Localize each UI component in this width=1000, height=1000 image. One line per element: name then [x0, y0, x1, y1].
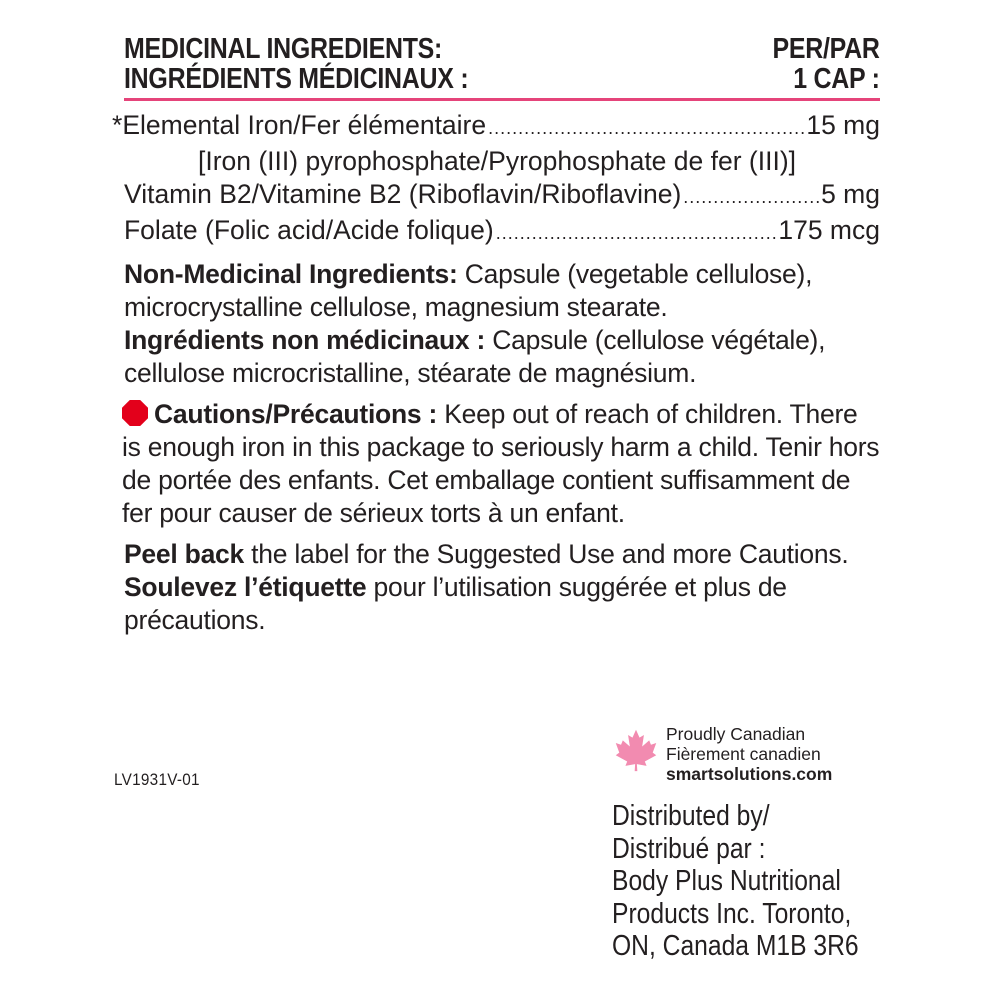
ingredient-amount: 15 mg: [806, 110, 880, 140]
distributor-line-2: Distribué par :: [612, 832, 766, 865]
non-medicinal-fr-text: Capsule (cellulose végétale), cellulose microcristalline, stéarate de magnésium.: [124, 325, 826, 388]
ingredient-row-iron: [112, 109, 880, 145]
cautions-block: [122, 398, 880, 530]
non-medicinal-en-text: Capsule (vegetable cellulose), microcrystalline cellulose, magnesium stearate.: [124, 259, 813, 322]
non-medicinal-en: [124, 258, 880, 324]
header-title-en: MEDICINAL INGREDIENTS:: [124, 33, 443, 65]
canadian-text: [666, 724, 832, 784]
stop-sign-icon: [122, 400, 148, 426]
cautions-text: Keep out of reach of children. There is enough iron in this package to seriously harm a child. Tenir hors de portée des enfants. Cet emballage contient suffisamment de fer pour causer de sérieux torts à un enfant.: [122, 399, 880, 528]
peel-back-fr-text: pour l’utilisation suggérée et plus de précautions.: [124, 572, 787, 635]
non-medicinal-fr: [124, 324, 880, 390]
ingredient-amount: 5 mg: [821, 179, 880, 209]
peel-back-en-bold: Peel back: [124, 539, 245, 569]
ingredient-name: Vitamin B2/Vitamine B2 (Riboflavin/Riboflavine): [124, 179, 682, 209]
ingredient-source-iron: [Iron (III) pyrophosphate/Pyrophosphate de fer (III)]: [197, 146, 797, 176]
header-per-label: PER/PAR: [772, 33, 880, 65]
peel-back-en-text: the label for the Suggested Use and more Cautions.: [244, 539, 849, 569]
proudly-canadian-fr: Fièrement canadien: [666, 744, 821, 764]
non-medicinal-en-label: Non-Medicinal Ingredients:: [124, 259, 458, 289]
distributor-line-5: ON, Canada M1B 3R6: [612, 930, 859, 962]
dot-leader: [496, 217, 777, 250]
header-ingredients-title: [124, 34, 468, 94]
website-link[interactable]: smartsolutions.com: [666, 764, 833, 784]
medicinal-ingredients-list: [112, 109, 880, 250]
ingredient-row-vitamin-b2: [124, 178, 880, 214]
supplement-facts-panel: [112, 33, 880, 637]
distributor-line-4: Products Inc. Toronto,: [612, 897, 852, 930]
ingredient-row-folate: [124, 214, 880, 250]
peel-back-fr-bold: Soulevez l’étiquette: [124, 572, 367, 602]
header-serving-label: 1 CAP :: [793, 63, 880, 95]
ingredient-amount: 175 mcg: [778, 215, 880, 245]
ingredient-name: *Elemental Iron/Fer élémentaire: [112, 110, 487, 140]
peel-back-notice: [124, 538, 880, 637]
dot-leader: [488, 112, 804, 145]
distributor-line-1: Distributed by/: [612, 800, 770, 832]
cautions-label: Cautions/Précautions :: [154, 399, 438, 429]
dot-leader: [683, 181, 819, 214]
header-title-fr: INGRÉDIENTS MÉDICINAUX :: [124, 63, 469, 95]
lot-code: LV1931V-01: [114, 770, 200, 789]
proudly-canadian-en: Proudly Canadian: [666, 724, 806, 744]
maple-leaf-icon: [614, 728, 658, 772]
distributor-line-3: Body Plus Nutritional: [612, 865, 841, 897]
non-medicinal-fr-label: Ingrédients non médicinaux :: [124, 325, 486, 355]
distributor-info: [612, 800, 859, 963]
ingredient-name: Folate (Folic acid/Acide folique): [124, 215, 494, 245]
header-per-serving: [773, 34, 880, 94]
ingredients-header: [124, 34, 880, 101]
